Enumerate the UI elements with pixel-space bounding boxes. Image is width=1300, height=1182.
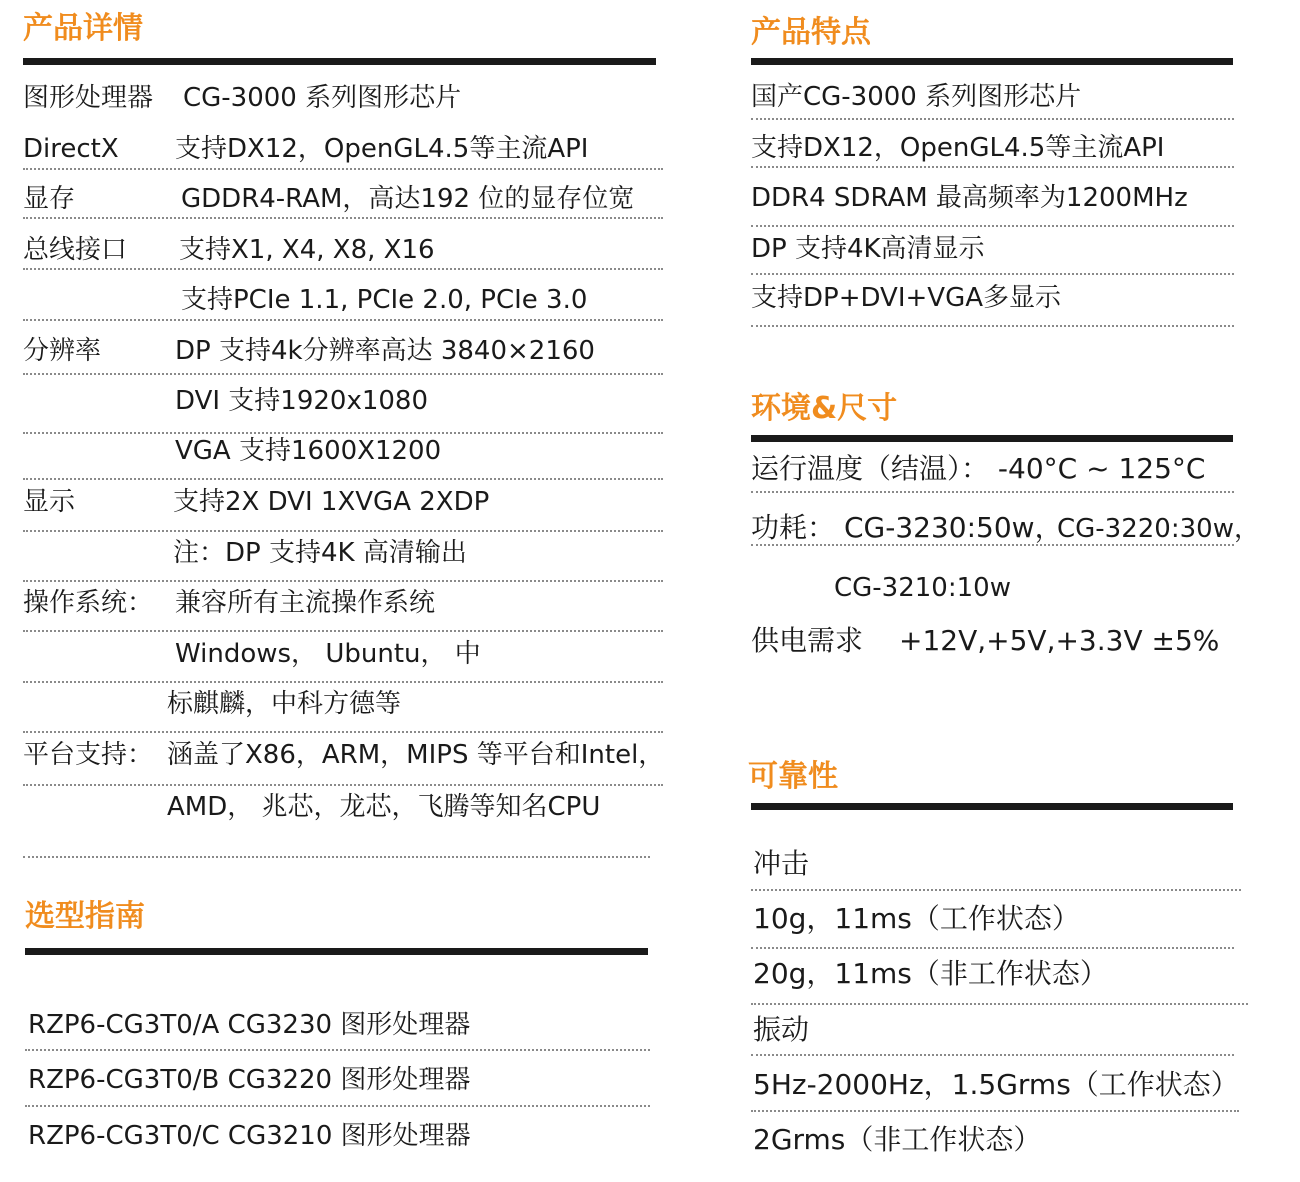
selection-heading-rule <box>25 948 648 955</box>
row-divider <box>751 544 1234 546</box>
row-divider <box>25 1049 650 1051</box>
reliability-vibration-label: 振动 <box>753 1013 810 1046</box>
feature-item: 支持DX12，OpenGL4.5等主流API <box>751 133 1165 163</box>
reliability-heading: 可靠性 <box>748 759 838 794</box>
row-divider <box>23 168 663 170</box>
details-value-memory: GDDR4-RAM，高达192 位的显存位宽 <box>181 184 635 214</box>
row-divider <box>751 225 1234 227</box>
row-divider <box>23 784 663 786</box>
environment-power-c: CG-3210:10w <box>834 573 1011 603</box>
feature-item: 支持DP+DVI+VGA多显示 <box>751 283 1062 313</box>
details-label-memory: 显存 <box>23 184 76 214</box>
details-value-display-note: 注：DP 支持4K 高清输出 <box>173 538 467 568</box>
row-divider <box>23 373 663 375</box>
details-value-resolution-dp: DP 支持4k分辨率高达 3840×2160 <box>175 336 595 366</box>
feature-item: DDR4 SDRAM 最高频率为1200MHz <box>751 183 1188 213</box>
features-heading-rule <box>751 58 1233 65</box>
row-divider <box>751 166 1234 168</box>
selection-item-b: RZP6-CG3T0/B CG3220 图形处理器 <box>28 1065 471 1095</box>
details-value-os-list-cont: 标麒麟，中科方德等 <box>167 689 402 719</box>
environment-power-b: CG-3220:30w， <box>1057 514 1260 544</box>
details-label-bus: 总线接口 <box>23 235 128 265</box>
row-divider <box>23 856 650 858</box>
environment-power-a: CG-3230:50w， <box>844 511 1063 544</box>
row-divider <box>751 273 1234 275</box>
row-divider <box>23 630 663 632</box>
row-divider <box>751 889 1241 891</box>
details-label-os: 操作系统： <box>23 588 154 618</box>
row-divider <box>23 530 663 532</box>
row-divider <box>23 432 663 434</box>
row-divider <box>751 1054 1234 1056</box>
features-heading: 产品特点 <box>751 15 871 50</box>
details-heading: 产品详情 <box>23 11 143 46</box>
environment-supply-label: 供电需求 <box>751 624 864 657</box>
details-value-resolution-dvi: DVI 支持1920x1080 <box>175 386 429 416</box>
row-divider <box>23 478 663 480</box>
environment-heading-rule <box>751 435 1233 442</box>
details-value-gpu: CG-3000 系列图形芯片 <box>183 83 462 113</box>
selection-item-c: RZP6-CG3T0/C CG3210 图形处理器 <box>28 1121 471 1151</box>
selection-heading: 选型指南 <box>25 899 145 934</box>
details-value-os-list: Windows， Ubuntu， 中 <box>175 639 481 669</box>
reliability-heading-rule <box>751 803 1233 810</box>
details-label-display: 显示 <box>23 487 76 517</box>
row-divider <box>23 217 663 219</box>
environment-supply-value: +12V,+5V,+3.3V ±5% <box>899 624 1220 657</box>
details-value-os: 兼容所有主流操作系统 <box>175 588 436 618</box>
row-divider <box>751 325 1234 327</box>
details-label-gpu: 图形处理器 <box>23 83 154 113</box>
row-divider <box>23 268 663 270</box>
reliability-vibration-nonoperating: 2Grms（非工作状态） <box>753 1123 1042 1156</box>
row-divider <box>751 1003 1248 1005</box>
feature-item: DP 支持4K高清显示 <box>751 234 985 264</box>
environment-power-label: 功耗： <box>751 511 836 544</box>
details-value-platform-cont: AMD， 兆芯，龙芯，飞腾等知名CPU <box>167 792 601 822</box>
details-value-bus-pcie: 支持PCIe 1.1, PCIe 2.0, PCIe 3.0 <box>181 285 588 315</box>
row-divider <box>751 947 1234 949</box>
row-divider <box>751 118 1234 120</box>
details-value-resolution-vga: VGA 支持1600X1200 <box>175 436 442 466</box>
details-label-directx: DirectX <box>23 134 119 164</box>
selection-item-a: RZP6-CG3T0/A CG3230 图形处理器 <box>28 1010 471 1040</box>
row-divider <box>25 1105 650 1107</box>
row-divider <box>751 491 1234 493</box>
details-label-platform: 平台支持： <box>23 740 154 770</box>
feature-item: 国产CG-3000 系列图形芯片 <box>751 82 1082 112</box>
reliability-shock-label: 冲击 <box>753 847 810 880</box>
details-value-platform: 涵盖了X86，ARM，MIPS 等平台和Intel， <box>167 740 665 770</box>
details-value-display: 支持2X DVI 1XVGA 2XDP <box>173 487 490 517</box>
reliability-shock-nonoperating: 20g，11ms（非工作状态） <box>753 957 1108 990</box>
row-divider <box>23 580 663 582</box>
environment-heading: 环境&尺寸 <box>751 391 898 426</box>
details-label-resolution: 分辨率 <box>23 336 102 366</box>
row-divider <box>23 319 663 321</box>
details-value-bus-lanes: 支持X1, X4, X8, X16 <box>179 235 435 265</box>
reliability-shock-operating: 10g，11ms（工作状态） <box>753 902 1080 935</box>
environment-temp: 运行温度（结温）： -40°C ~ 125°C <box>751 452 1206 485</box>
row-divider <box>23 731 663 733</box>
details-value-directx: 支持DX12，OpenGL4.5等主流API <box>175 134 589 164</box>
details-heading-rule <box>23 58 656 65</box>
reliability-vibration-operating: 5Hz-2000Hz，1.5Grms（工作状态） <box>753 1068 1239 1101</box>
row-divider <box>23 681 663 683</box>
row-divider <box>751 1110 1239 1112</box>
